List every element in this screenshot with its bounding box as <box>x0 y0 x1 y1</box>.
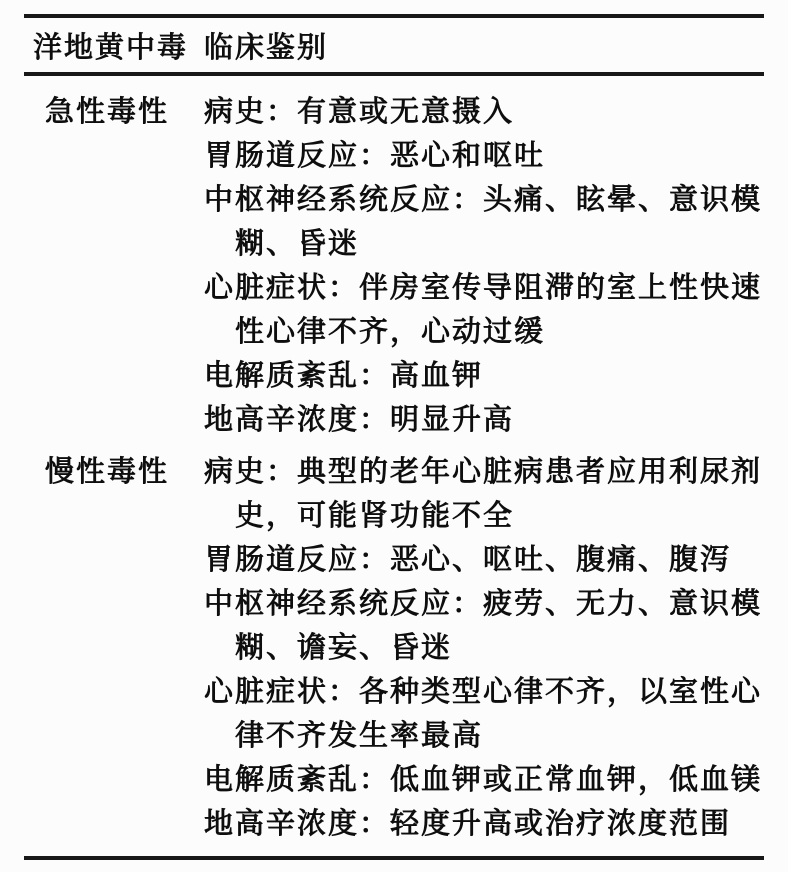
column-header-clinical: 临床鉴别 <box>204 31 329 64</box>
section-chronic-toxicity <box>24 450 764 846</box>
finding-digoxin-level: 地高辛浓度：明显升高 <box>204 404 515 436</box>
finding-cns: 中枢神经系统反应：疲劳、无力、意识模糊、谵妄、昏迷 <box>204 588 763 664</box>
section-items-chronic <box>204 450 764 846</box>
document-page <box>0 14 788 872</box>
table-header-row <box>24 18 764 76</box>
table-body <box>24 76 764 856</box>
finding-electrolyte: 电解质紊乱：低血钾或正常血钾，低血镁 <box>204 764 763 796</box>
finding-electrolyte: 电解质紊乱：高血钾 <box>204 360 484 392</box>
table-header-cell-clinical <box>204 25 764 66</box>
column-header-topic: 洋地黄中毒 <box>33 31 189 64</box>
section-items-acute <box>204 90 764 442</box>
finding-cardiac: 心脏症状：伴房室传导阻滞的室上性快速性心律不齐，心动过缓 <box>204 272 763 348</box>
digitalis-toxicity-table <box>24 14 764 860</box>
finding-gastrointestinal: 胃肠道反应：恶心和呕吐 <box>204 140 546 172</box>
finding-history: 病史：典型的老年心脏病患者应用利尿剂史，可能肾功能不全 <box>204 456 763 532</box>
finding-history: 病史：有意或无意摄入 <box>204 96 515 128</box>
finding-cardiac: 心脏症状：各种类型心律不齐，以室性心律不齐发生率最高 <box>204 676 763 752</box>
table-header-cell-topic <box>24 25 204 66</box>
section-label-chronic: 慢性毒性 <box>45 456 170 488</box>
section-label-acute: 急性毒性 <box>45 96 170 128</box>
finding-cns: 中枢神经系统反应：头痛、眩晕、意识模糊、昏迷 <box>204 184 763 260</box>
finding-digoxin-level: 地高辛浓度：轻度升高或治疗浓度范围 <box>204 808 732 840</box>
finding-gastrointestinal: 胃肠道反应：恶心、呕吐、腹痛、腹泻 <box>204 544 732 576</box>
section-acute-toxicity <box>24 90 764 442</box>
